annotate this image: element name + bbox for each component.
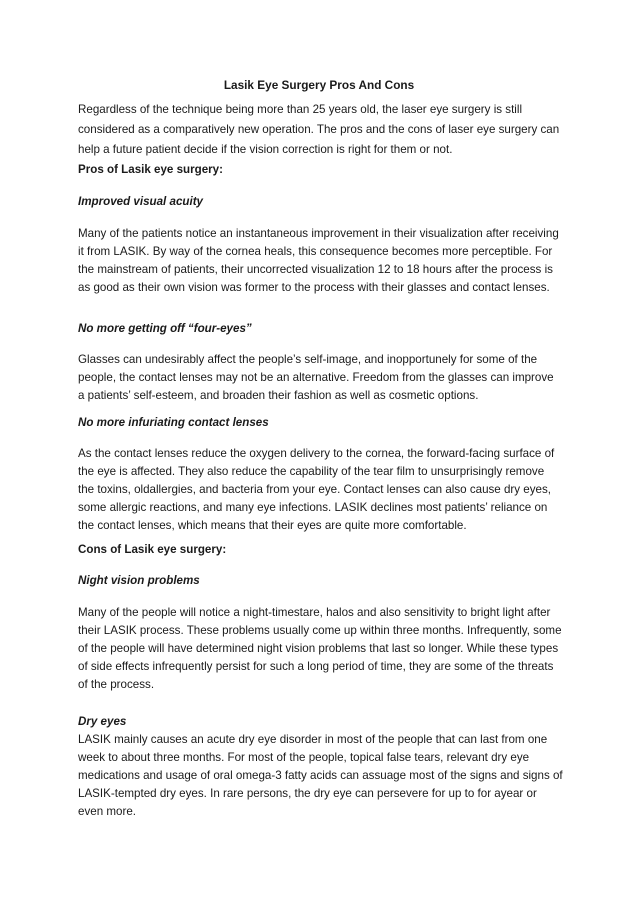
pros-2-text: Glasses can undesirably affect the people’s self-image, and inopportunely for some of the people, the contact lenses may not be an alternative. Freedom from the glasses can improve a patients’ self-esteem, and broaden their fashion as well as cosmetic options.: [78, 353, 554, 402]
cons-2-heading: Dry eyes: [78, 715, 127, 728]
pros-2-heading: No more getting off “four-eyes”: [78, 322, 252, 335]
pros-1-heading: Improved visual acuity: [78, 195, 204, 208]
cons-heading: Cons of Lasik eye surgery:: [78, 543, 227, 556]
pros-3-heading: No more infuriating contact lenses: [78, 416, 269, 429]
intro-paragraph: Regardless of the technique being more than 25 years old, the laser eye surgery is still considered as a comparatively new operation. The pros and the cons of laser eye surgery can help a future patient decide if the vision correction is right for them or not.: [78, 103, 560, 156]
cons-2-text: LASIK mainly causes an acute dry eye disorder in most of the people that can last from one week to about three months. For most of the people, topical false tears, relevant dry eye medications and usage of oral omega-3 fatty acids can assuage most of the signs and signs of LASIK-tempted dry eyes. In rare persons, the dry eye can persevere for up to for ayear or even more.: [78, 733, 563, 818]
pros-1-text: Many of the patients notice an instantaneous improvement in their visualization after receiving it from LASIK. By way of the cornea heals, this consequence becomes more perceptible. For the mainstream of patients, their uncorrected visualization 12 to 18 hours after the process is as good as their own vision was former to the process with their glasses and contact lenses.: [78, 227, 559, 294]
pros-heading: Pros of Lasik eye surgery:: [78, 163, 223, 176]
pros-3-text: As the contact lenses reduce the oxygen delivery to the cornea, the forward-facing surface of the eye is affected. They also reduce the capability of the tear film to unsurprisingly remove the toxins, oldallergies, and bacteria from your eye. Contact lenses can also cause dry eyes, some allergic reactions, and many eye infections. LASIK declines most patients’ reliance on the contact lenses, which means that their eyes are quite more comfortable.: [78, 447, 555, 532]
cons-1-text: Many of the people will notice a night-timestare, halos and also sensitivity to bright light after their LASIK process. These problems usually come up within three months. Infrequently, some of the people will have determined night vision problems that last so longer. While these types of side effects infrequently persist for such a long period of time, they are some of the threats of the process.: [78, 606, 562, 691]
cons-1-heading: Night vision problems: [78, 574, 200, 587]
document-title: Lasik Eye Surgery Pros And Cons: [223, 78, 415, 92]
